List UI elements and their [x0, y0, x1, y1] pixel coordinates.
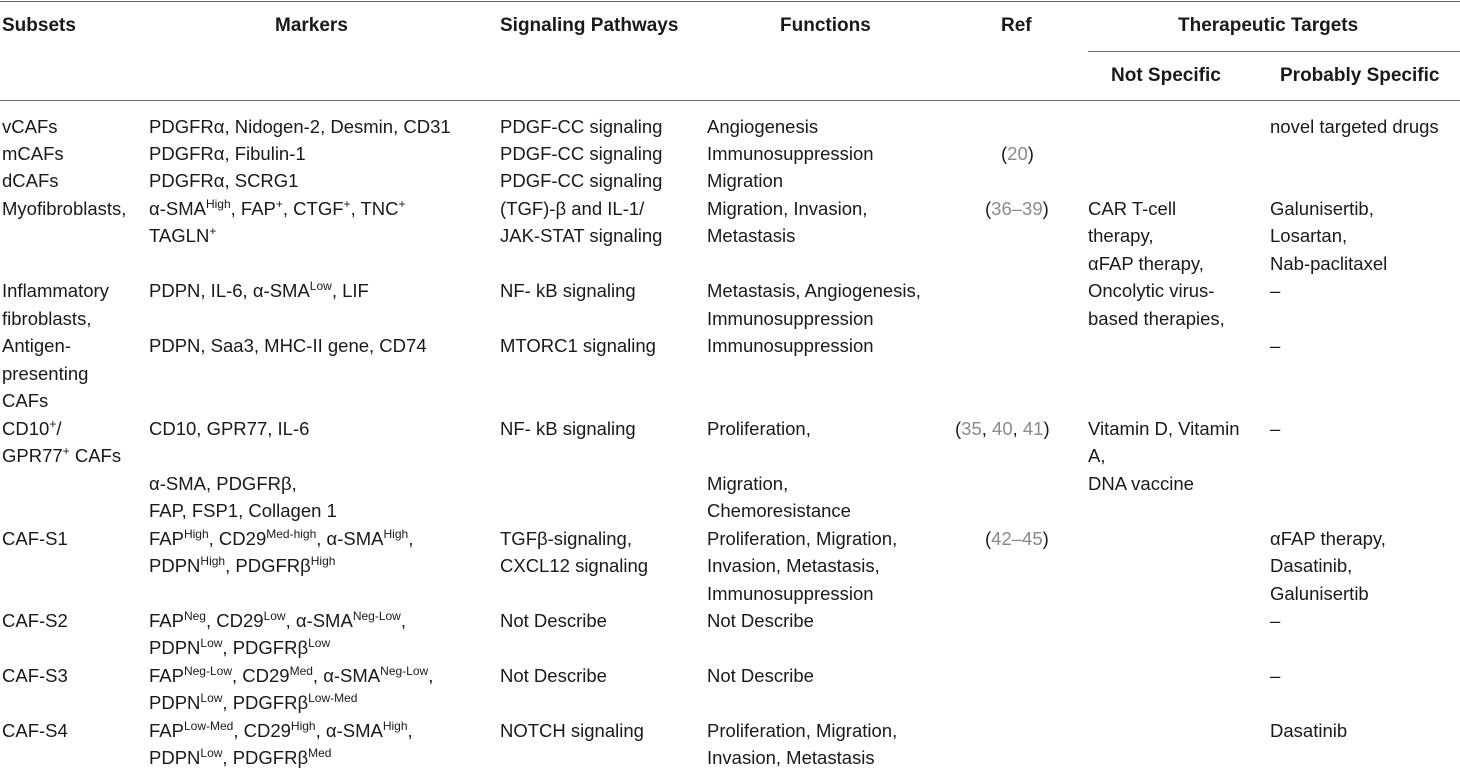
subset-cd10-2: GPR77+ CAFs: [2, 444, 122, 466]
function-extra-2: Chemoresistance: [707, 500, 851, 521]
header-signaling-pathways: Signaling Pathways: [500, 15, 679, 36]
subset-caf-s2: CAF-S2: [2, 610, 68, 631]
probably-cd10: –: [1270, 418, 1281, 439]
subset-antigen-2: presenting: [2, 363, 89, 384]
function-caf-s1-1: Proliferation, Migration,: [707, 528, 898, 549]
pathway-dcafs: PDGF-CC signaling: [500, 170, 663, 191]
ref-link[interactable]: 42–45: [991, 528, 1043, 549]
subset-antigen-3: CAFs: [2, 390, 49, 411]
not-specific-2: therapy,: [1088, 225, 1154, 246]
markers-myofibroblasts: $\alpha-SMA^{High}$, FAP+, CTGF+, TNC+: [149, 197, 406, 219]
probably-myofibroblasts-3: Nab-paclitaxel: [1270, 253, 1388, 274]
pathway-myofibroblasts-2: JAK-STAT signaling: [500, 225, 663, 246]
markers-cd10: CD10, GPR77, IL-6: [149, 418, 310, 439]
function-inflammatory-1: Metastasis, Angiogenesis,: [707, 280, 921, 301]
markers-caf-s2-1: $FAP^{Neg}$, $CD29^{Low}$, $\alpha-SMA^{Neg-Low}$,: [149, 609, 406, 631]
pathway-caf-s4: NOTCH signaling: [500, 720, 644, 741]
subset-vcafs: vCAFs: [2, 116, 58, 137]
subset-antigen-1: Antigen-: [2, 335, 71, 356]
ref-link[interactable]: 36–39: [991, 198, 1043, 219]
function-vcafs: Angiogenesis: [707, 116, 819, 137]
function-caf-s4-2: Invasion, Metastasis: [707, 747, 875, 768]
header-markers: Markers: [275, 15, 348, 36]
not-specific-cd10-2: A,: [1088, 445, 1106, 466]
markers-mcafs: PDGFRα, Fibulin-1: [149, 143, 306, 164]
not-specific-4: Oncolytic virus-: [1088, 280, 1215, 301]
subset-cd10-1: CD10+/: [2, 417, 62, 439]
pathway-mcafs: PDGF-CC signaling: [500, 143, 663, 164]
markers-extra-2: FAP, FSP1, Collagen 1: [149, 500, 337, 521]
function-caf-s3: Not Describe: [707, 665, 814, 686]
subset-caf-s3: CAF-S3: [2, 665, 68, 686]
markers-caf-s3-1: $FAP^{Neg-Low}$, $CD29^{Med}$, $\alpha-SMA^{Neg-Low}$,: [149, 664, 434, 686]
pathway-caf-s1-2: CXCL12 signaling: [500, 555, 649, 576]
pathway-inflammatory: NF- kB signaling: [500, 280, 636, 301]
markers-extra-1: α-SMA, PDGFRβ,: [149, 473, 297, 494]
therapeutic-subheader-rule: [1088, 51, 1460, 52]
markers-caf-s1-2: $PDPN^{High}$, PDGFRβ$^{High}$: [149, 554, 336, 576]
function-inflammatory-2: Immunosuppression: [707, 308, 874, 329]
pathway-vcafs: PDGF-CC signaling: [500, 116, 663, 137]
markers-dcafs: PDGFRα, SCRG1: [149, 170, 299, 191]
probably-caf-s4: Dasatinib: [1270, 720, 1348, 741]
subset-caf-s4: CAF-S4: [2, 720, 68, 741]
markers-caf-s4-2: $PDPN^{Low}$, PDGFRβ$^{Med}$: [149, 746, 332, 768]
not-specific-cd10-3: DNA vaccine: [1088, 473, 1194, 494]
header-bottom-rule: [0, 100, 1460, 101]
ref-caf-s1: (42–45): [985, 528, 1049, 549]
probably-caf-s3: –: [1270, 665, 1281, 686]
function-cd10: Proliferation,: [707, 418, 811, 439]
markers-inflammatory: PDPN, IL-6, $\alpha-SMA^{Low}$, LIF: [149, 279, 369, 301]
pathway-antigen: MTORC1 signaling: [500, 335, 656, 356]
ref-link[interactable]: 41: [1022, 418, 1044, 439]
markers-caf-s4-1: $FAP^{Low-Med}$, $CD29^{High}$, $\alpha-SMA^{High}$,: [149, 719, 413, 741]
ref-cd10: (35, 40, 41): [955, 418, 1050, 439]
markers-vcafs: PDGFRα, Nidogen-2, Desmin, CD31: [149, 116, 451, 137]
probably-myofibroblasts-1: Galunisertib,: [1270, 198, 1374, 219]
ref-mcafs: (20): [1001, 143, 1034, 164]
subset-caf-s1: CAF-S1: [2, 528, 68, 549]
pathway-cd10: NF- kB signaling: [500, 418, 636, 439]
probably-vcafs: novel targeted drugs: [1270, 116, 1439, 137]
ref-myofibroblasts: (36–39): [985, 198, 1049, 219]
header-ref: Ref: [1001, 15, 1032, 36]
ref-link[interactable]: 20: [1007, 143, 1028, 164]
function-extra-1: Migration,: [707, 473, 789, 494]
not-specific-cd10-1: Vitamin D, Vitamin: [1088, 418, 1240, 439]
probably-inflammatory: –: [1270, 280, 1281, 301]
markers-caf-s1-1: $FAP^{High}$, $CD29^{Med-high}$, $\alpha-SMA^{High}$,: [149, 527, 414, 549]
markers-antigen: PDPN, Saa3, MHC-II gene, CD74: [149, 335, 427, 356]
subset-mcafs: mCAFs: [2, 143, 64, 164]
header-not-specific: Not Specific: [1111, 65, 1221, 86]
subset-inflammatory-1: Inflammatory: [2, 280, 109, 301]
markers-myofibroblasts-line2: TAGLN+: [149, 224, 217, 246]
pathway-caf-s3: Not Describe: [500, 665, 607, 686]
subset-dcafs: dCAFs: [2, 170, 59, 191]
function-mcafs: Immunosuppression: [707, 143, 874, 164]
probably-caf-s1-2: Dasatinib,: [1270, 555, 1353, 576]
function-caf-s2: Not Describe: [707, 610, 814, 631]
probably-antigen: –: [1270, 335, 1281, 356]
header-probably-specific: Probably Specific: [1280, 65, 1440, 86]
ref-link[interactable]: 35: [961, 418, 982, 439]
function-caf-s1-3: Immunosuppression: [707, 583, 874, 604]
markers-caf-s2-2: $PDPN^{Low}$, PDGFRβ$^{Low}$: [149, 636, 331, 658]
probably-myofibroblasts-2: Losartan,: [1270, 225, 1348, 246]
function-caf-s4-1: Proliferation, Migration,: [707, 720, 898, 741]
function-myofibroblasts-2: Metastasis: [707, 225, 796, 246]
header-therapeutic-targets: Therapeutic Targets: [1178, 15, 1359, 36]
not-specific-3: αFAP therapy,: [1088, 253, 1204, 274]
probably-caf-s1-1: αFAP therapy,: [1270, 528, 1386, 549]
probably-caf-s1-3: Galunisertib: [1270, 583, 1369, 604]
probably-caf-s2: –: [1270, 610, 1281, 631]
function-caf-s1-2: Invasion, Metastasis,: [707, 555, 880, 576]
function-myofibroblasts-1: Migration, Invasion,: [707, 198, 868, 219]
top-rule: [0, 1, 1460, 2]
not-specific-5: based therapies,: [1088, 308, 1225, 329]
pathway-myofibroblasts-1: (TGF)-β and IL-1/: [500, 198, 645, 219]
ref-link[interactable]: 40: [992, 418, 1013, 439]
not-specific-1: CAR T-cell: [1088, 198, 1177, 219]
function-dcafs: Migration: [707, 170, 784, 191]
subset-myofibroblasts: Myofibroblasts,: [2, 198, 127, 219]
pathway-caf-s1-1: TGFβ-signaling,: [500, 528, 632, 549]
markers-caf-s3-2: $PDPN^{Low}$, PDGFRβ$^{Low-Med}$: [149, 691, 358, 713]
header-subsets: Subsets: [2, 15, 76, 36]
subset-inflammatory-2: fibroblasts,: [2, 308, 92, 329]
header-functions: Functions: [780, 15, 871, 36]
pathway-caf-s2: Not Describe: [500, 610, 607, 631]
function-antigen: Immunosuppression: [707, 335, 874, 356]
